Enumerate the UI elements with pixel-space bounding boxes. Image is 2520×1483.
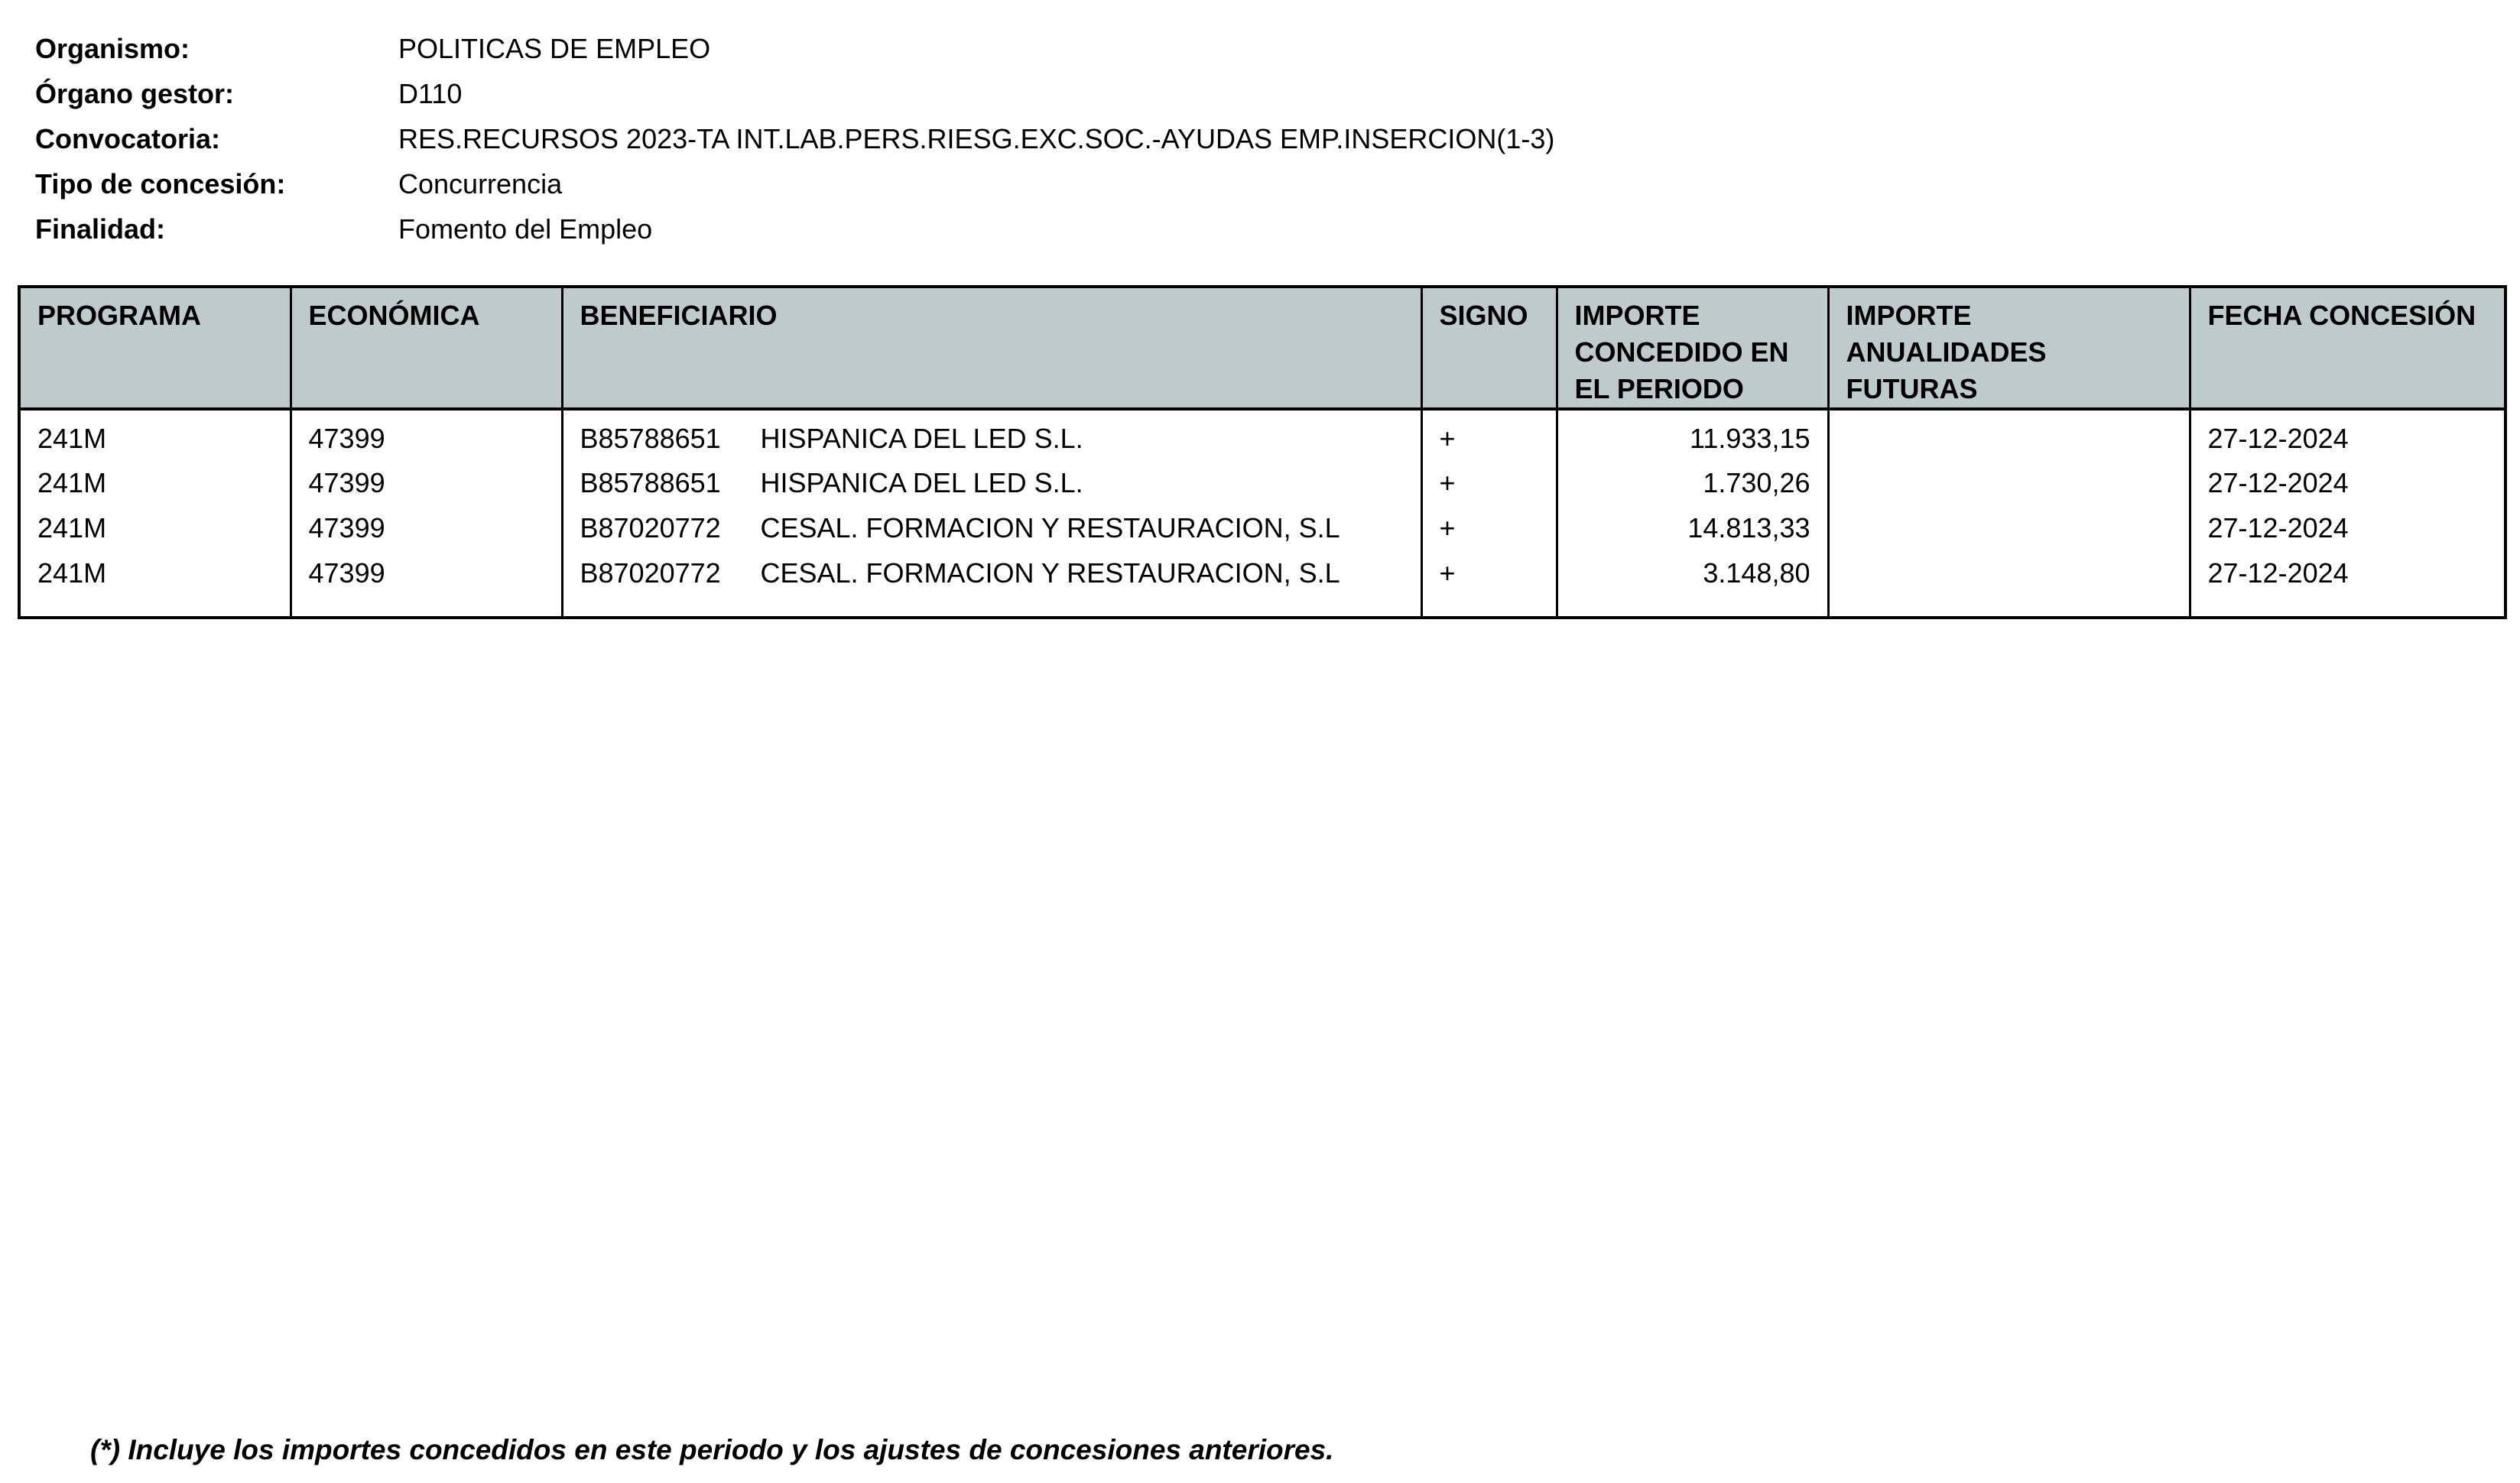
beneficiary-name: CESAL. FORMACION Y RESTAURACION, S.L — [760, 557, 1340, 589]
spacer-cell — [2190, 596, 2505, 618]
header-fecha-concesion: FECHA CONCESIÓN — [2190, 287, 2505, 409]
document-metadata — [35, 31, 2405, 256]
meta-row-organismo — [35, 31, 2405, 76]
cell-programa: 241M — [19, 506, 291, 551]
cell-importe-futuras — [1828, 551, 2190, 596]
spacer-cell — [19, 596, 291, 618]
meta-row-tipo-concesion — [35, 166, 2405, 211]
cell-beneficiario — [562, 506, 1421, 551]
cell-importe-periodo: 3.148,80 — [1557, 551, 1828, 596]
meta-label-organismo: Organismo: — [35, 33, 190, 64]
meta-value-finalidad: Fomento del Empleo — [398, 213, 653, 245]
header-beneficiario: BENEFICIARIO — [562, 287, 1421, 409]
meta-value-organo-gestor: D110 — [398, 78, 463, 109]
beneficiary-name: CESAL. FORMACION Y RESTAURACION, S.L — [760, 512, 1340, 544]
table-row — [19, 409, 2505, 461]
beneficiary-name: HISPANICA DEL LED S.L. — [760, 423, 1083, 454]
cell-importe-futuras — [1828, 461, 2190, 506]
spacer-cell — [562, 596, 1421, 618]
meta-label-convocatoria: Convocatoria: — [35, 123, 221, 154]
meta-label-organo-gestor: Órgano gestor: — [35, 78, 235, 109]
cell-economica: 47399 — [291, 551, 562, 596]
cell-programa: 241M — [19, 551, 291, 596]
cell-beneficiario — [562, 551, 1421, 596]
table-row — [19, 506, 2505, 551]
spacer-cell — [1557, 596, 1828, 618]
grants-table — [18, 285, 2507, 619]
header-economica: ECONÓMICA — [291, 287, 562, 409]
cell-programa: 241M — [19, 409, 291, 461]
cell-programa: 241M — [19, 461, 291, 506]
beneficiary-name: HISPANICA DEL LED S.L. — [760, 467, 1083, 498]
cell-economica: 47399 — [291, 461, 562, 506]
meta-row-organo-gestor — [35, 76, 2405, 121]
meta-value-organismo: POLITICAS DE EMPLEO — [398, 33, 711, 64]
cell-beneficiario — [562, 461, 1421, 506]
table-row — [19, 551, 2505, 596]
cell-signo: + — [1421, 461, 1557, 506]
cell-importe-periodo: 1.730,26 — [1557, 461, 1828, 506]
cell-importe-periodo: 11.933,15 — [1557, 409, 1828, 461]
meta-row-finalidad — [35, 211, 2405, 256]
table-spacer-row — [19, 596, 2505, 618]
spacer-cell — [1421, 596, 1557, 618]
cell-fecha-concesion: 27-12-2024 — [2190, 551, 2505, 596]
spacer-cell — [291, 596, 562, 618]
cell-fecha-concesion: 27-12-2024 — [2190, 461, 2505, 506]
cell-signo: + — [1421, 409, 1557, 461]
cell-importe-periodo: 14.813,33 — [1557, 506, 1828, 551]
table-header-row — [19, 287, 2505, 409]
cell-importe-futuras — [1828, 506, 2190, 551]
spacer-cell — [1828, 596, 2190, 618]
meta-row-convocatoria — [35, 121, 2405, 166]
cell-beneficiario — [562, 409, 1421, 461]
meta-label-finalidad: Finalidad: — [35, 213, 165, 245]
beneficiary-cif: B85788651 — [580, 467, 721, 498]
cell-signo: + — [1421, 506, 1557, 551]
beneficiary-cif: B87020772 — [580, 557, 721, 589]
header-programa: PROGRAMA — [19, 287, 291, 409]
header-importe-futuras: IMPORTE ANUALIDADES FUTURAS — [1828, 287, 2190, 409]
meta-value-convocatoria: RES.RECURSOS 2023-TA INT.LAB.PERS.RIESG.EXC.SOC.-AYUDAS EMP.INSERCION(1-3) — [398, 123, 1555, 154]
header-importe-periodo: IMPORTE CONCEDIDO EN EL PERIODO — [1557, 287, 1828, 409]
cell-economica: 47399 — [291, 409, 562, 461]
cell-fecha-concesion: 27-12-2024 — [2190, 409, 2505, 461]
beneficiary-cif: B87020772 — [580, 512, 721, 544]
meta-label-tipo-concesion: Tipo de concesión: — [35, 168, 286, 200]
beneficiary-cif: B85788651 — [580, 423, 721, 454]
cell-economica: 47399 — [291, 506, 562, 551]
cell-importe-futuras — [1828, 409, 2190, 461]
cell-signo: + — [1421, 551, 1557, 596]
footnote: (*) Incluye los importes concedidos en este periodo y los ajustes de concesiones anteriores. — [90, 1434, 1334, 1465]
cell-fecha-concesion: 27-12-2024 — [2190, 506, 2505, 551]
table-row — [19, 461, 2505, 506]
header-signo: SIGNO — [1421, 287, 1557, 409]
meta-value-tipo-concesion: Concurrencia — [398, 168, 563, 200]
